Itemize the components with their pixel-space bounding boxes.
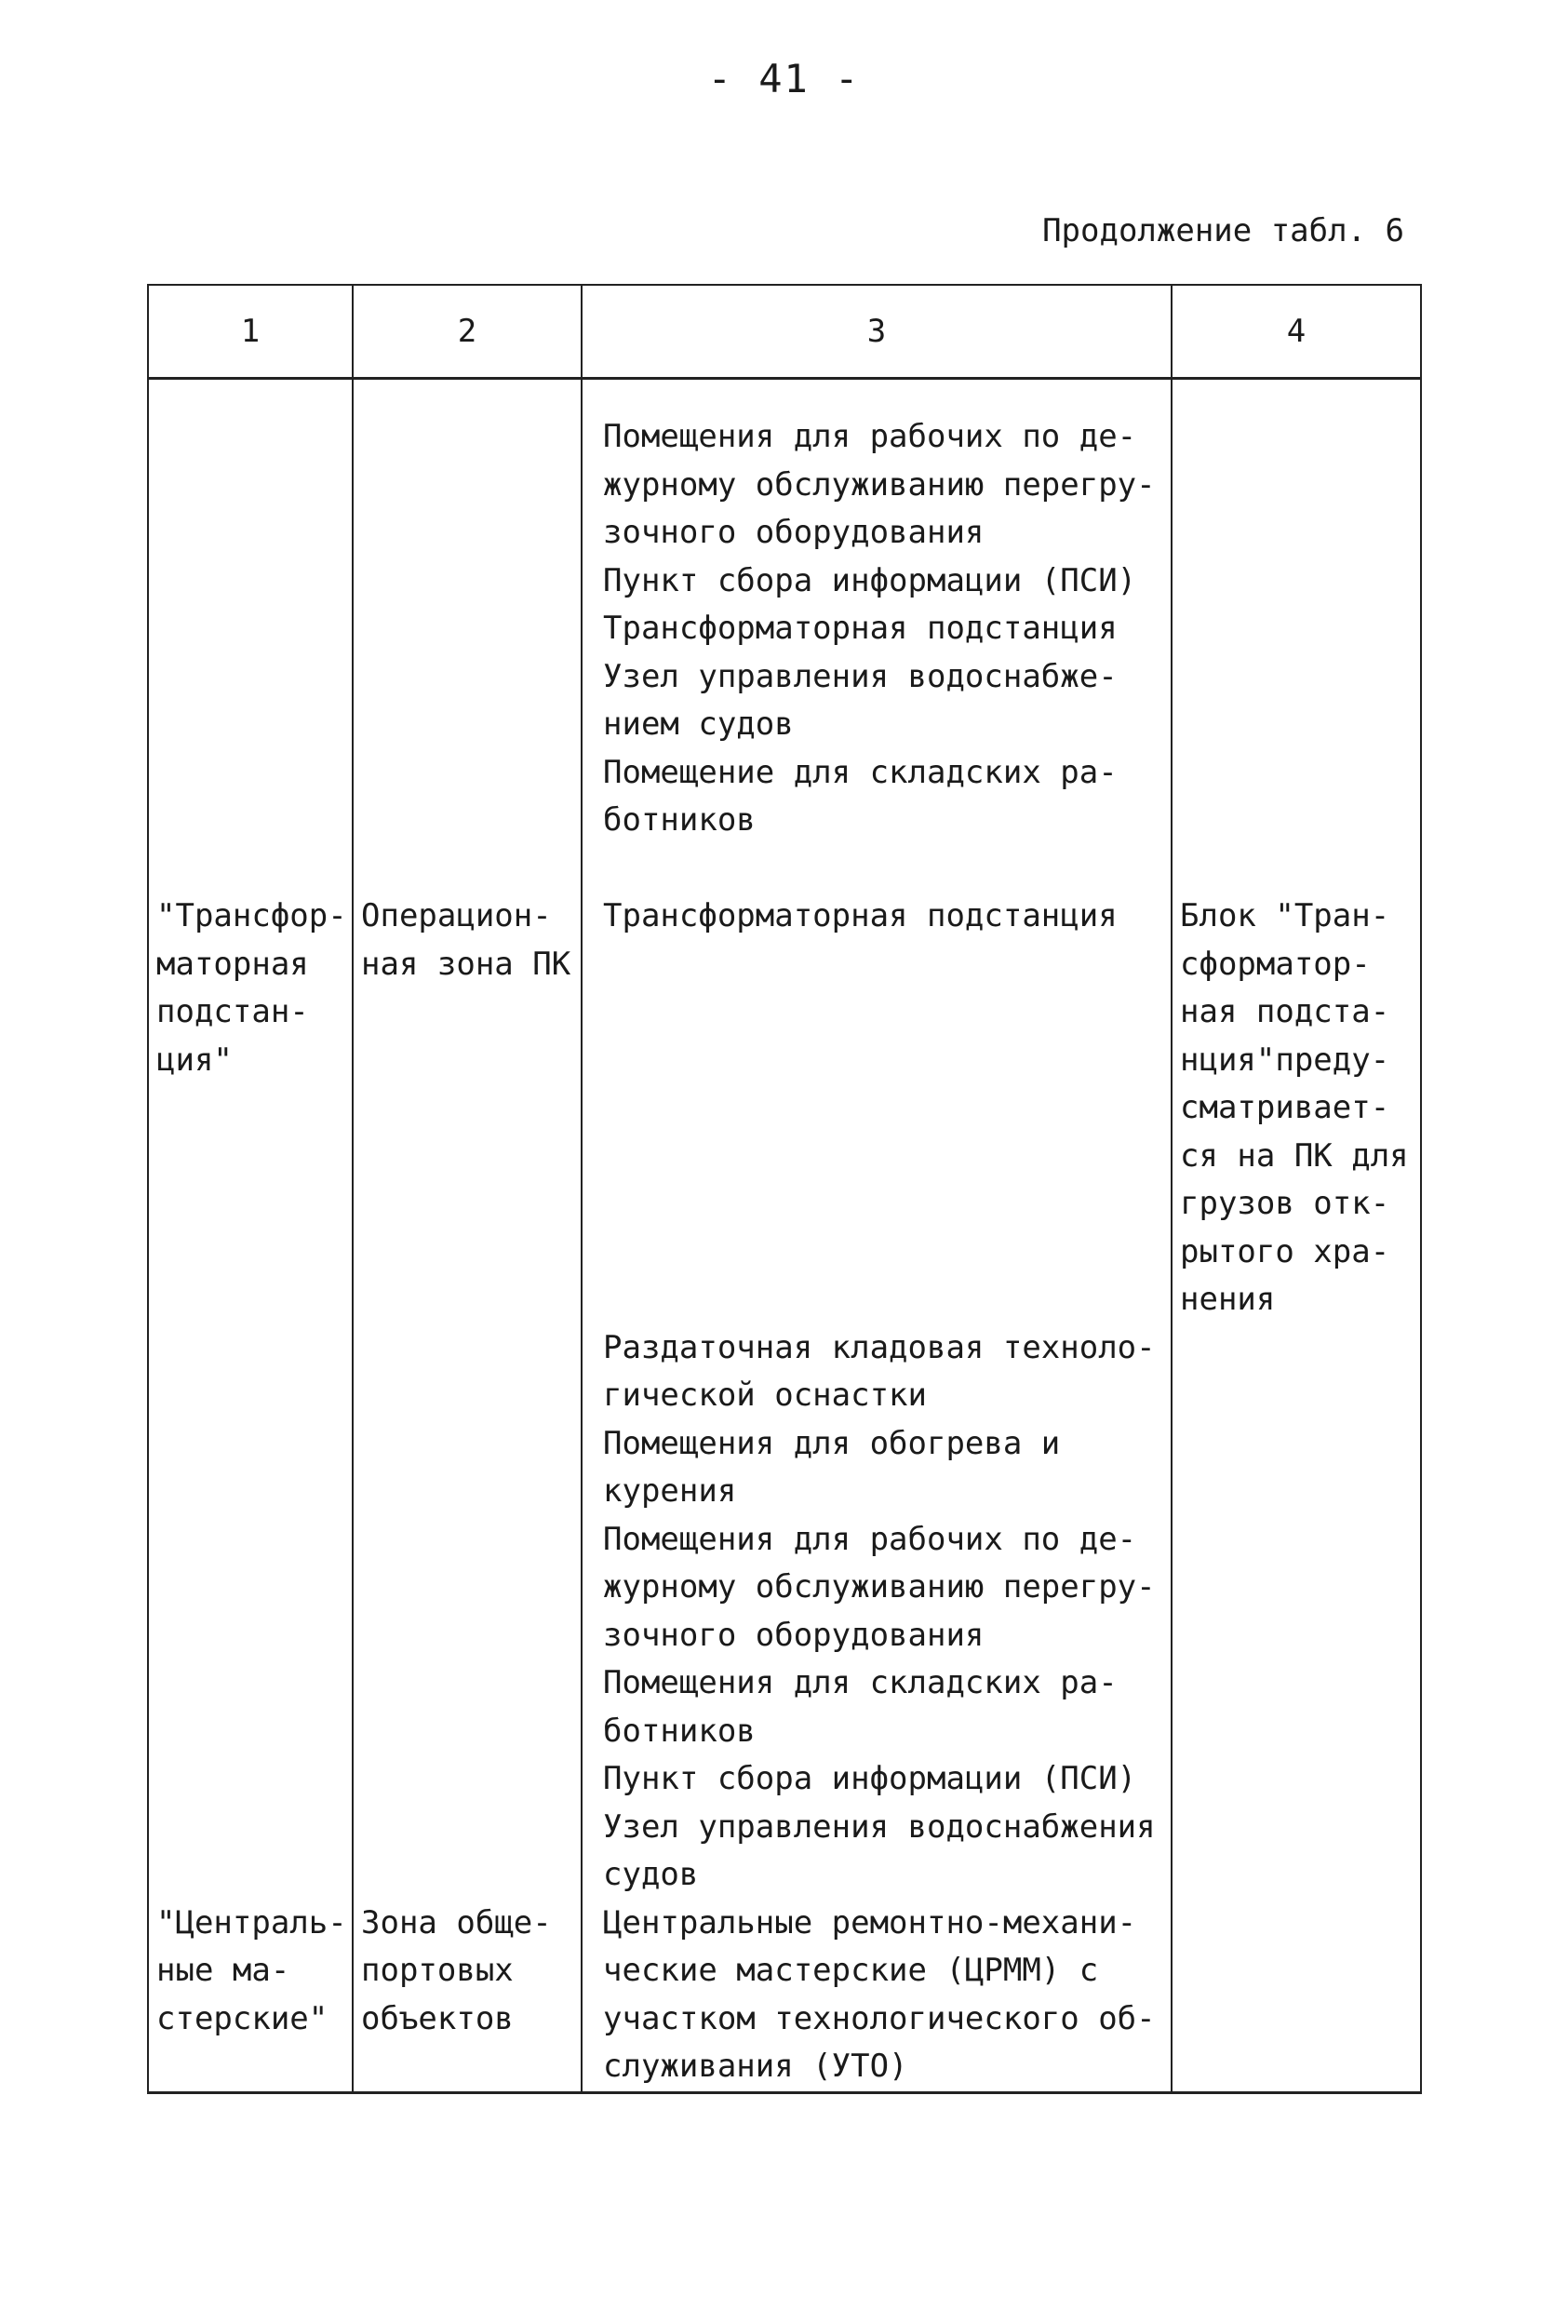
table-caption: Продолжение табл. 6 xyxy=(1042,212,1404,249)
data-table xyxy=(147,284,1422,2094)
table-spacer-row xyxy=(148,379,1421,414)
row-4-col-2: Зона обще- портовых объектов xyxy=(353,1900,582,2093)
header-col-1: 1 xyxy=(148,285,353,379)
table-row xyxy=(148,1900,1421,2093)
row-1-col-4 xyxy=(1172,413,1421,845)
row-1-col-2 xyxy=(353,413,582,845)
table-gap-row xyxy=(148,845,1421,893)
row-3-col-1 xyxy=(148,1324,353,1900)
header-col-4: 4 xyxy=(1172,285,1421,379)
row-2-col-3: Трансформаторная подстанция xyxy=(582,893,1172,1324)
row-2-col-2: Операцион- ная зона ПК xyxy=(353,893,582,1324)
row-1-col-1 xyxy=(148,413,353,845)
header-col-2: 2 xyxy=(353,285,582,379)
table-row xyxy=(148,893,1421,1324)
row-4-col-1: "Централь- ные ма- стерские" xyxy=(148,1900,353,2093)
page-number: - 41 - xyxy=(707,56,861,101)
table-header xyxy=(148,285,1421,379)
row-4-col-3: Центральные ремонтно-механи- ческие мастерские (ЦРММ) с участком технологического об- служивания (УТО) xyxy=(582,1900,1172,2093)
table-row xyxy=(148,413,1421,845)
row-1-col-3: Помещения для рабочих по де- журному обслуживанию перегру- зочного оборудования Пункт сбора информации (ПСИ) Трансформаторная подстанция Узел управления водоснабже- нием судов Помещение для складских ра- ботников xyxy=(582,413,1172,845)
row-3-col-4 xyxy=(1172,1324,1421,1900)
row-3-col-3: Раздаточная кладовая техноло- гической оснастки Помещения для обогрева и курения Помещения для рабочих по де- журному обслуживанию перегру- зочного оборудования Помещения для складских ра- ботников Пункт сбора информации (ПСИ) Узел управления водоснабжения судов xyxy=(582,1324,1172,1900)
row-4-col-4 xyxy=(1172,1900,1421,2093)
header-col-3: 3 xyxy=(582,285,1172,379)
row-3-col-2 xyxy=(353,1324,582,1900)
row-2-col-4: Блок "Тран- сформатор- ная подста- нция"преду- сматривает- ся на ПК для грузов отк- рытого хра- нения xyxy=(1172,893,1421,1324)
row-2-col-1: "Трансфор- маторная подстан- ция" xyxy=(148,893,353,1324)
table-row xyxy=(148,1324,1421,1900)
